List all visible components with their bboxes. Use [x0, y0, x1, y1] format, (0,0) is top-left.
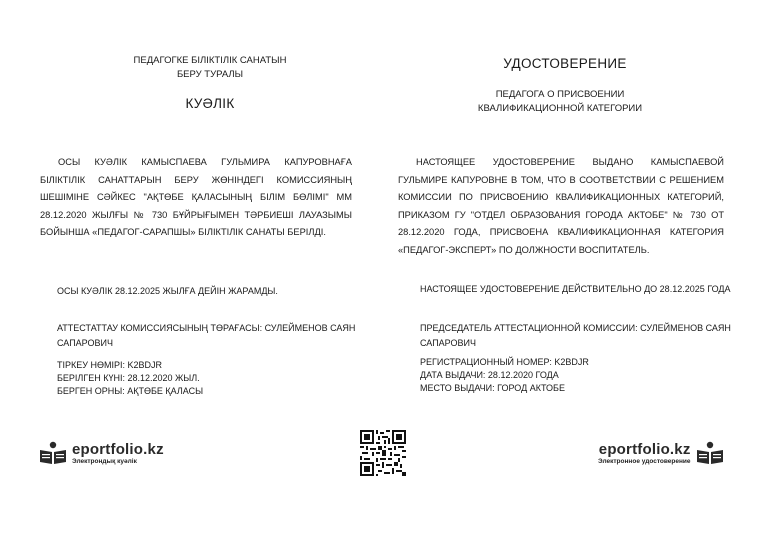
right-chair-line2: САПАРОВИЧ	[420, 338, 476, 348]
left-heading	[110, 54, 310, 82]
qr-code	[360, 430, 406, 476]
left-issue-date: БЕРІЛГЕН КҮНІ: 28.12.2020 ЖЫЛ.	[57, 373, 200, 383]
right-heading	[430, 88, 690, 116]
right-chair-line1: ПРЕДСЕДАТЕЛЬ АТТЕСТАЦИОННОЙ КОМИССИИ: СУЛЕЙМЕНОВ САЯН	[420, 323, 731, 333]
left-issue-place: БЕРГЕН ОРНЫ: АҚТӨБЕ ҚАЛАСЫ	[57, 386, 204, 396]
book-person-icon	[695, 440, 725, 466]
right-heading-line2: КВАЛИФИКАЦИОННОЙ КАТЕГОРИИ	[477, 103, 643, 114]
left-chair-line1: АТТЕСТАТТАУ КОМИССИЯСЫНЫҢ ТӨРАҒАСЫ: СУЛЕЙМЕНОВ САЯН	[57, 323, 356, 333]
left-logo-text: eportfolio.kz	[72, 441, 164, 458]
left-body: ОСЫ КУӘЛІК КАМЫСПАЕВА ГУЛЬМИРА КАПУРОВНАҒА БІЛІКТІЛІК САНАТТАРЫН БЕРУ ЖӨНІНДЕГІ КОМИССИЯНЫҢ ШЕШІМІНЕ СӘЙКЕС "АҚТӨБЕ ҚАЛАСЫНЫҢ БІЛІМ БӨЛІМІ" ММ 28.12.2020 ЖЫЛҒЫ № 730 БҰЙРЫҒЫМЕН ТӘРБИЕШІ ЛАУАЗЫМЫ БОЙЫНША «ПЕДАГОГ-САРАПШЫ» БІЛІКТІЛІК САНАТЫ БЕРІЛДІ.	[40, 157, 352, 237]
left-logo	[38, 440, 164, 466]
right-reg-no: РЕГИСТРАЦИОННЫЙ НОМЕР: K2BDJR	[420, 357, 589, 367]
right-issue-date: ДАТА ВЫДАЧИ: 28.12.2020 ГОДА	[420, 370, 559, 380]
right-title: УДОСТОВЕРЕНИЕ	[503, 56, 627, 71]
right-validity: НАСТОЯЩЕЕ УДОСТОВЕРЕНИЕ ДЕЙСТВИТЕЛЬНО ДО 28.12.2025 ГОДА	[420, 284, 731, 294]
right-body: НАСТОЯЩЕЕ УДОСТОВЕРЕНИЕ ВЫДАНО КАМЫСПАЕВОЙ ГУЛЬМИРЕ КАПУРОВНЕ В ТОМ, ЧТО В СООТВЕТСТВИИ С РЕШЕНИЕМ КОМИССИИ ПО ПРИСВОЕНИЮ КВАЛИФИКАЦИОННЫХ КАТЕГОРИЙ, ПРИКАЗОМ ГУ "ОТДЕЛ ОБРАЗОВАНИЯ ГОРОДА АКТОБЕ" № 730 ОТ 28.12.2020 ГОДА, ПРИСВОЕНА КВАЛИФИКАЦИОННАЯ КАТЕГОРИЯ «ПЕДАГОГ-ЭКСПЕРТ» ПО ДОЛЖНОСТИ ВОСПИТАТЕЛЬ.	[398, 157, 724, 255]
left-title: КУӘЛІК	[185, 96, 235, 111]
right-logo	[598, 440, 725, 466]
left-logo-subtitle: Электрондық куәлік	[72, 458, 137, 465]
left-validity: ОСЫ КУӘЛІК 28.12.2025 ЖЫЛҒА ДЕЙІН ЖАРАМДЫ.	[57, 286, 278, 296]
right-heading-line1: ПЕДАГОГА О ПРИСВОЕНИИ	[495, 89, 625, 100]
left-chair-line2: САПАРОВИЧ	[57, 338, 113, 348]
right-logo-text: eportfolio.kz	[598, 441, 691, 458]
right-logo-subtitle: Электронное удостоверение	[598, 458, 691, 465]
left-reg-no: ТІРКЕУ НӨМІРІ: K2BDJR	[57, 360, 162, 370]
left-heading-line1: ПЕДАГОГКЕ БІЛІКТІЛІК САНАТЫН	[133, 55, 287, 66]
right-issue-place: МЕСТО ВЫДАЧИ: ГОРОД АКТОБЕ	[420, 383, 565, 393]
left-heading-line2: БЕРУ ТУРАЛЫ	[176, 69, 244, 80]
book-person-icon	[38, 440, 68, 466]
